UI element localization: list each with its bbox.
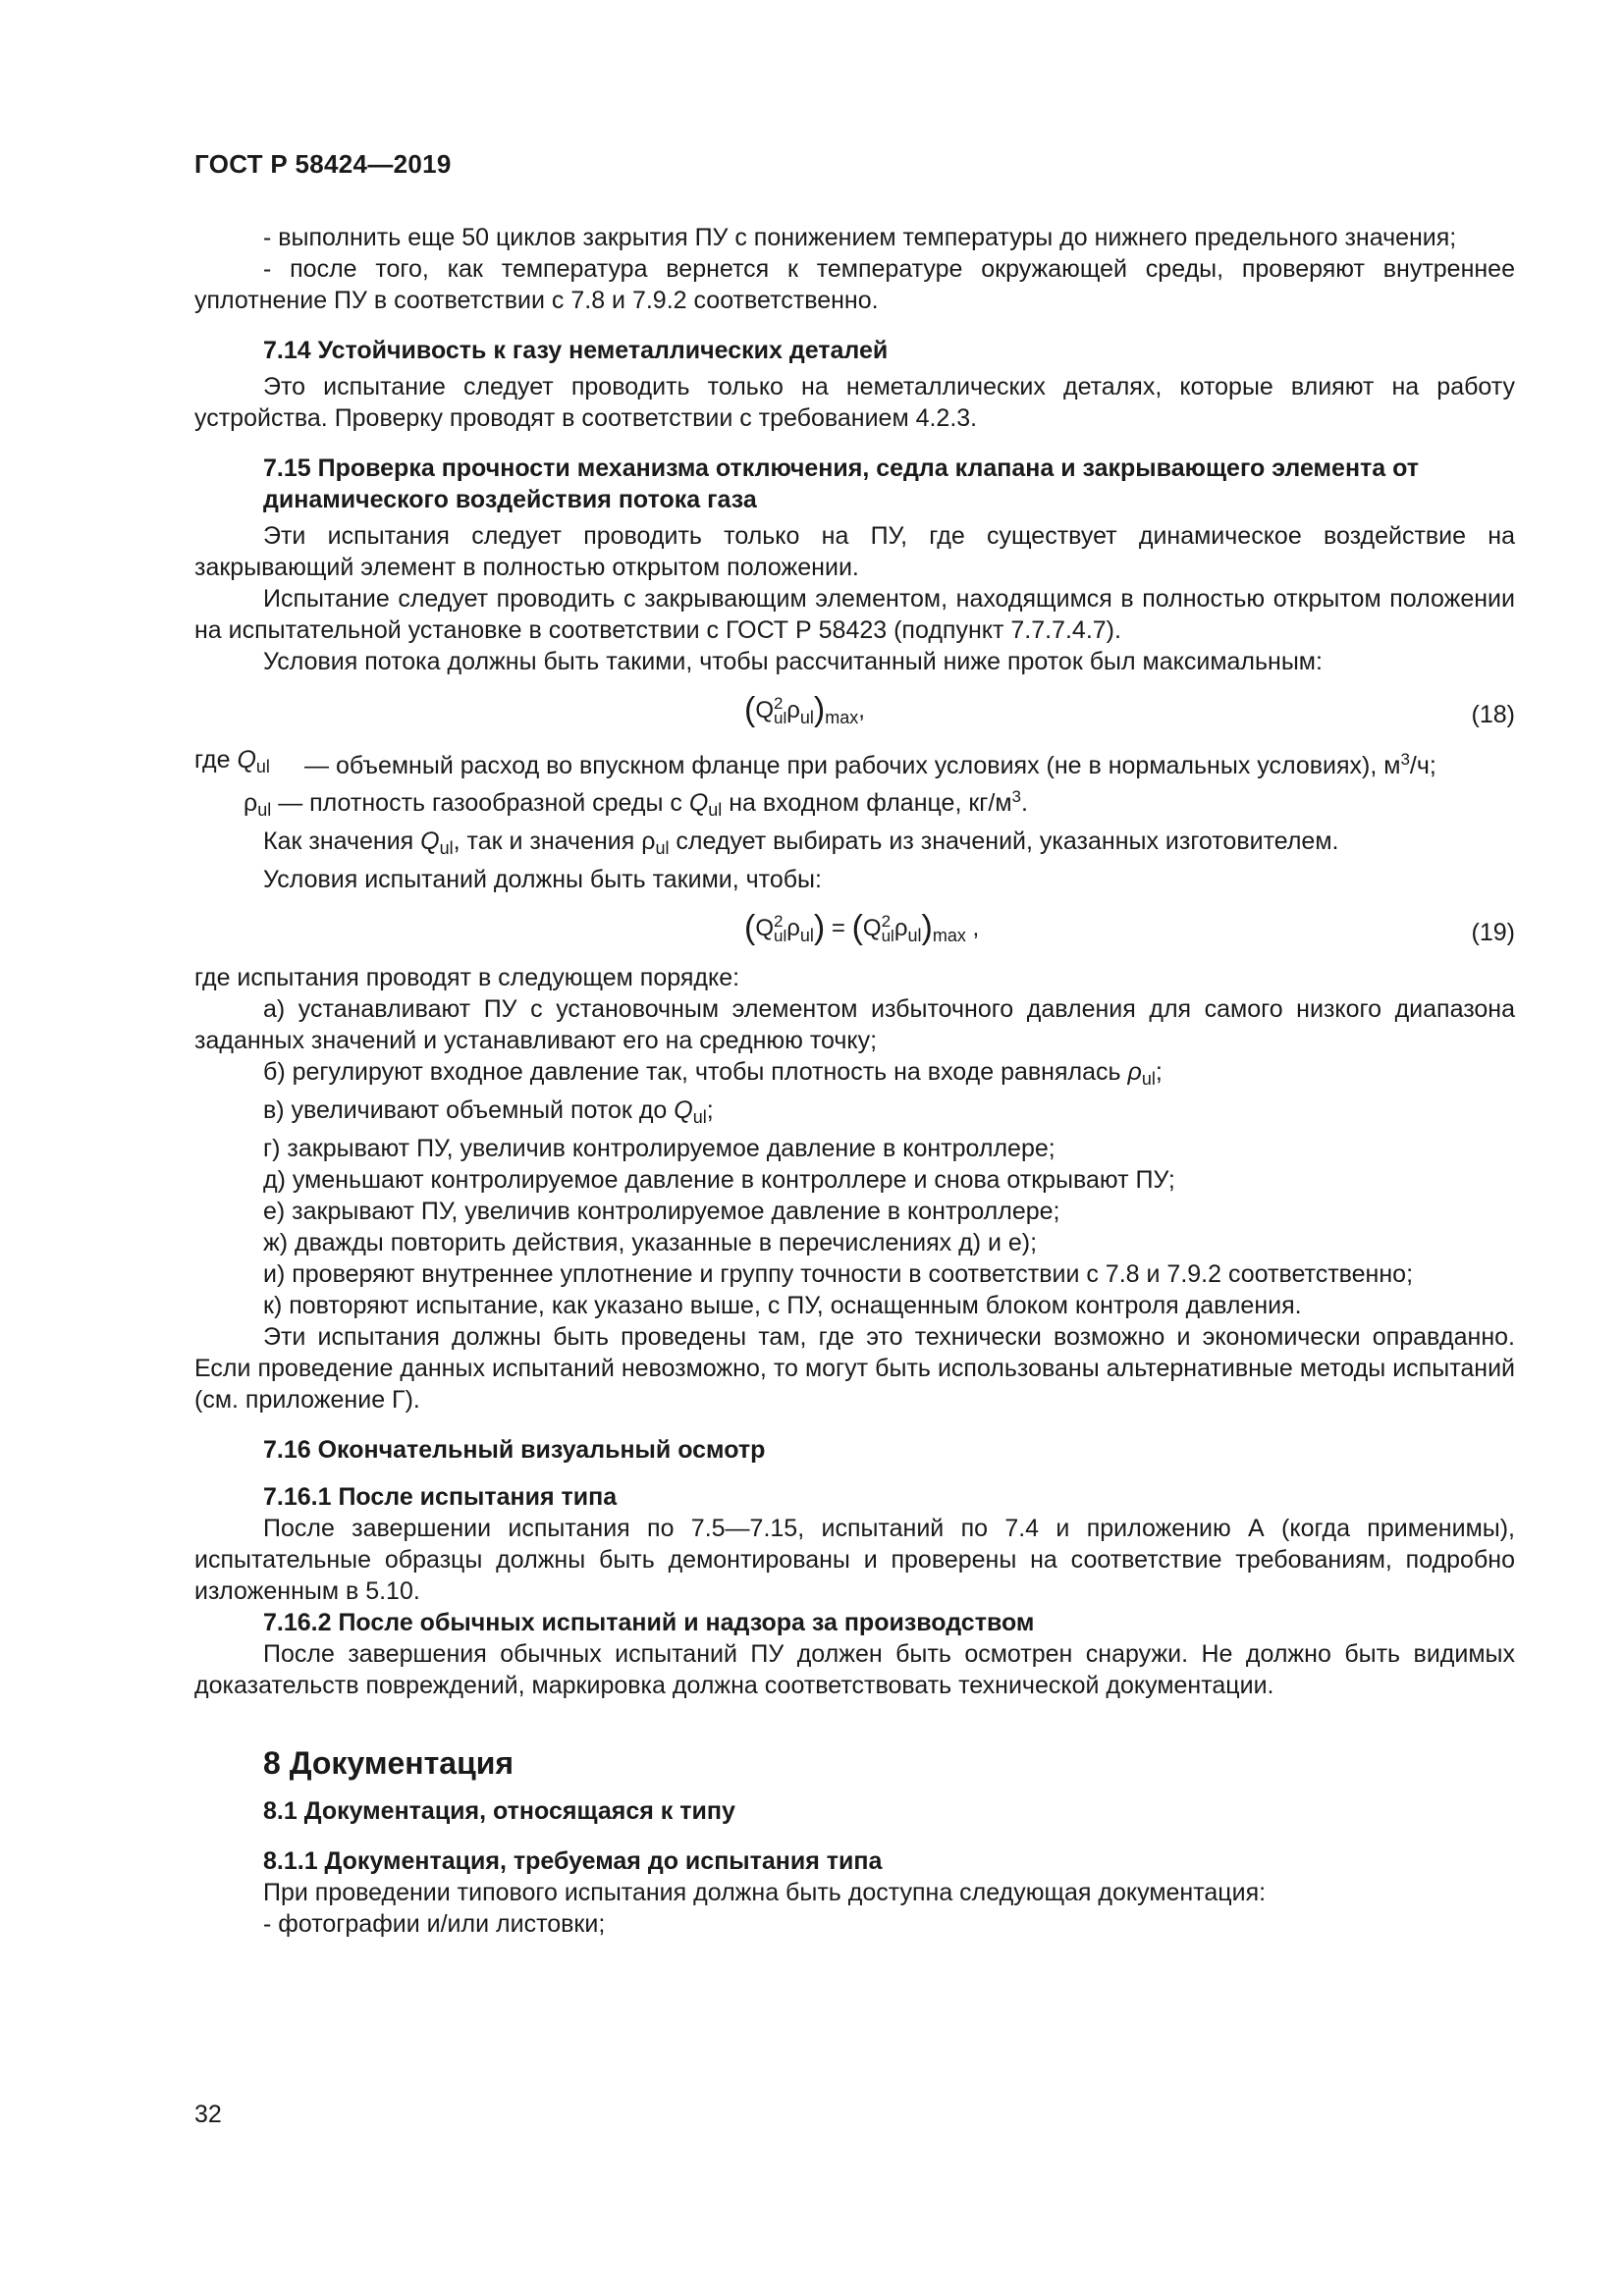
- subsection-heading-7-16-1: 7.16.1 После испытания типа: [263, 1483, 618, 1511]
- section-heading-8-1: 8.1 Документация, относящаяся к типу: [263, 1797, 735, 1825]
- equation-19: [194, 901, 1515, 960]
- paragraph: Испытание следует проводить с закрывающим элементом, находящимся в полностью открытом положении на испытательной установке в соответствии с ГОСТ Р 58423 (подпункт 7.7.7.4.7).: [194, 585, 1515, 644]
- section-heading-7-16: 7.16 Окончательный визуальный осмотр: [263, 1436, 766, 1464]
- paragraph: Условия потока должны быть такими, чтобы рассчитанный ниже проток был максимальным:: [263, 648, 1323, 675]
- paragraph: После завершении испытания по 7.5—7.15, испытаний по 7.4 и приложению А (когда применимы), испытательные образцы должны быть демонтированы и проверены на соответствие требованиям, подробно изложенным в 5.10.: [194, 1515, 1515, 1605]
- paragraph: Это испытание следует проводить только на неметаллических деталях, которые влияют на работу устройства. Проверку проводят в соответствии с требованием 4.2.3.: [194, 373, 1515, 432]
- equation-19-formula: (Q 2 ul $\rho_{ul}) = (Q$ 2 ul $\rho_{ul})_{max}$ ,: [744, 909, 980, 946]
- list-item: - выполнить еще 50 циклов закрытия ПУ с понижением температуры до нижнего предельного значения;: [263, 224, 1457, 251]
- paragraph: Эти испытания должны быть проведены там, где это технически возможно и экономически оправданно. Если проведение данных испытаний невозможно, то могут быть использованы альтернативные методы испытаний (см. приложение Г).: [194, 1323, 1515, 1414]
- list-item: - после того, как температура вернется к температуре окружающей среды, проверяют внутреннее уплотнение ПУ в соответствии с 7.8 и 7.9.2 соответственно.: [194, 255, 1515, 314]
- page-content: [194, 222, 1515, 1940]
- paragraph: При проведении типового испытания должна быть доступна следующая документация:: [263, 1879, 1267, 1906]
- section-heading-7-15: 7.15 Проверка прочности механизма отключения, седла клапана и закрывающего элемента от динамического воздействия потока газа: [263, 454, 1420, 513]
- section-heading-7-14: 7.14 Устойчивость к газу неметаллических деталей: [263, 337, 889, 364]
- list-item: и) проверяют внутреннее уплотнение и группу точности в соответствии с 7.8 и 7.9.2 соответственно;: [263, 1260, 1414, 1288]
- list-item: а) устанавливают ПУ с установочным элементом избыточного давления для самого низкого диапазона заданных значений и устанавливают его на среднюю точку;: [194, 995, 1515, 1054]
- paragraph: Как значения $Q_{ul}$, так и значения $\rho_{ul}$ следует выбирать из значений, указанных изготовителем.: [263, 828, 1339, 858]
- document-header: ГОСТ Р 58424—2019: [194, 149, 452, 179]
- equation-18: [194, 683, 1515, 742]
- paragraph: Условия испытаний должны быть такими, чтобы:: [263, 866, 822, 893]
- list-item: д) уменьшают контролируемое давление в контроллере и снова открывают ПУ;: [263, 1166, 1175, 1194]
- list-item: к) повторяют испытание, как указано выше, с ПУ, оснащенным блоком контроля давления.: [263, 1292, 1302, 1319]
- paragraph: После завершения обычных испытаний ПУ должен быть осмотрен снаружи. Не должно быть видимых доказательств повреждений, маркировка должна соответствовать технической документации.: [194, 1640, 1515, 1699]
- subsection-heading-7-16-2: 7.16.2 После обычных испытаний и надзора за производством: [263, 1609, 1035, 1636]
- list-item: - фотографии и/или листовки;: [263, 1910, 606, 1938]
- variable-definition-rho: $\rho_{ul}$ — плотность газообразной среды с $Q_{ul}$ на входном фланце, $кг/м^3$.: [244, 787, 1028, 820]
- chapter-heading-8: 8 Документация: [263, 1745, 514, 1781]
- equation-18-formula: (Q 2 ul $\rho_{ul})_{max}$,: [744, 691, 865, 728]
- list-item: ж) дважды повторить действия, указанные в перечислениях д) и е);: [263, 1229, 1038, 1256]
- equation-number: (18): [1471, 701, 1515, 728]
- equation-number: (19): [1471, 919, 1515, 946]
- page-number: 32: [194, 2101, 222, 2128]
- list-item: е) закрывают ПУ, увеличив контролируемое давление в контроллере;: [263, 1198, 1060, 1225]
- paragraph: где испытания проводят в следующем порядке:: [194, 964, 740, 991]
- subsection-heading-8-1-1: 8.1.1 Документация, требуемая до испытания типа: [263, 1847, 883, 1875]
- list-item: в) увеличивают объемный поток до $Q_{ul}$;: [263, 1096, 714, 1127]
- variable-definition-q: где $Q_{ul}$ — объемный расход во впускном фланце при рабочих условиях (не в нормальных условиях), $м^3/ч$;: [194, 746, 1436, 779]
- list-item: г) закрывают ПУ, увеличив контролируемое давление в контроллере;: [263, 1135, 1056, 1162]
- list-item: б) регулируют входное давление так, чтобы плотность на входе равнялась $\rho_{ul}$;: [263, 1058, 1163, 1089]
- paragraph: Эти испытания следует проводить только на ПУ, где существует динамическое воздействие на закрывающий элемент в полностью открытом положении.: [194, 522, 1515, 581]
